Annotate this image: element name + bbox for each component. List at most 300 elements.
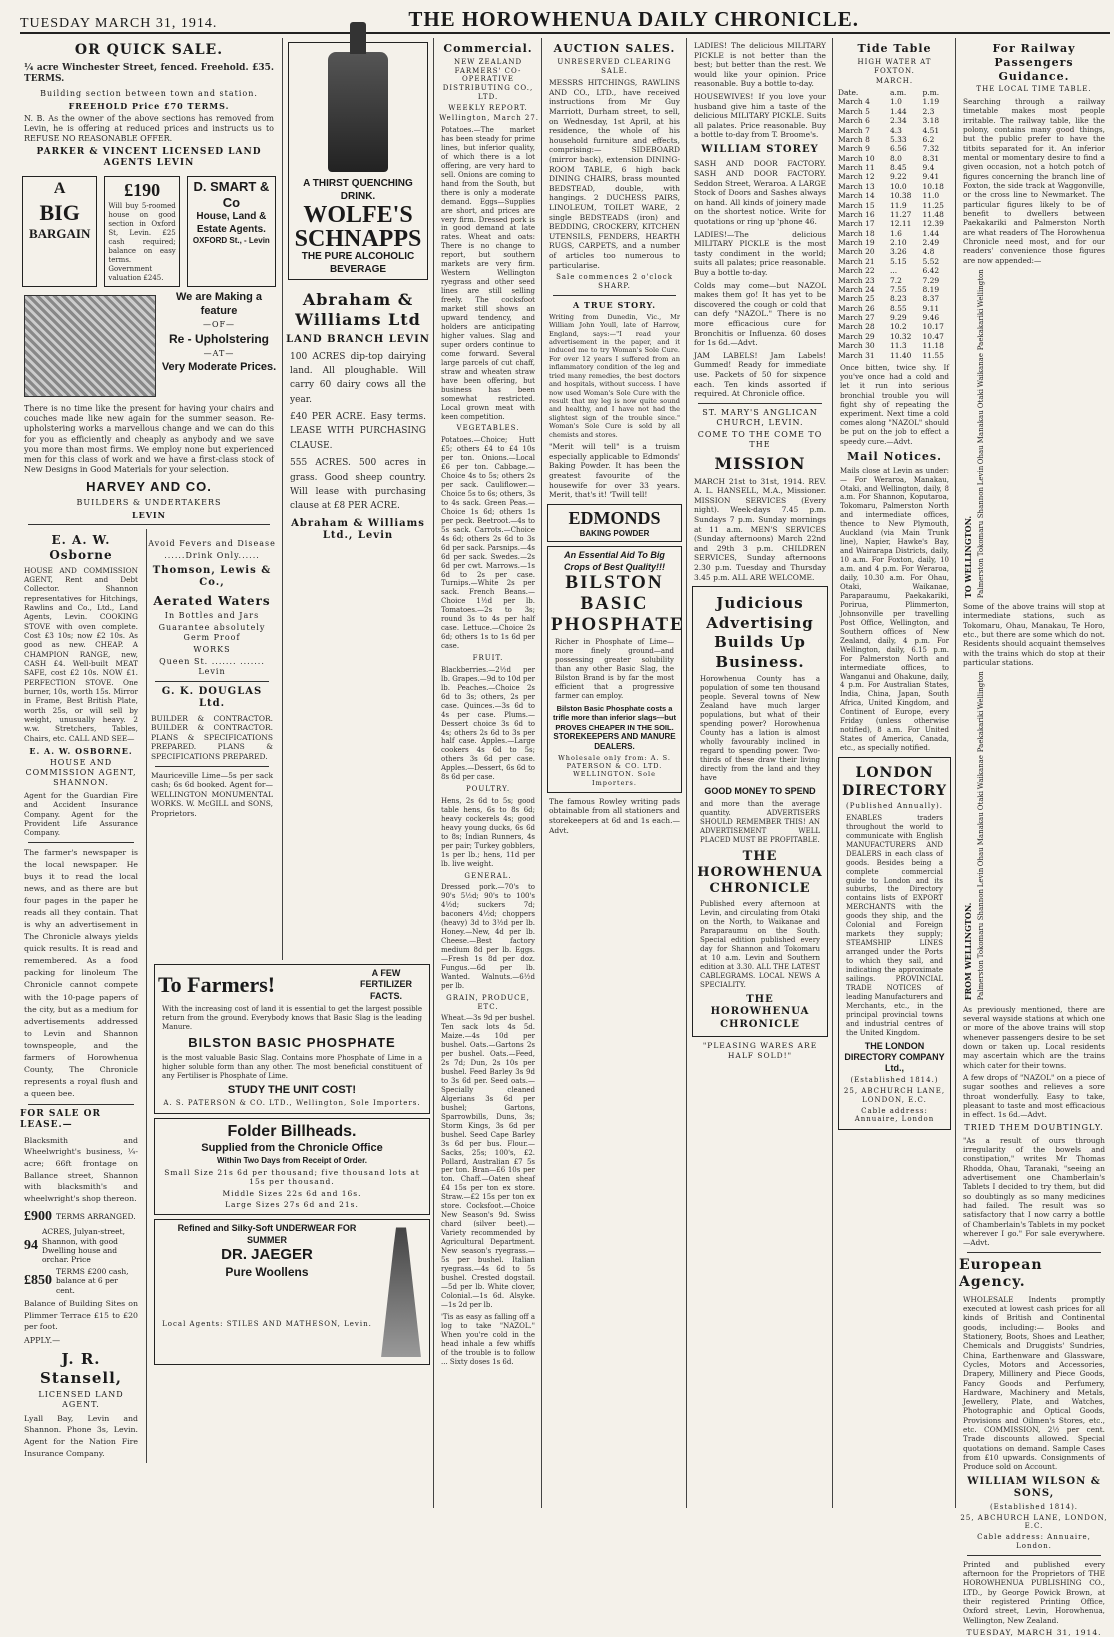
divider [28, 842, 134, 843]
chronicle: THE HOROWHENUA CHRONICLE [697, 848, 823, 897]
tide-cell: 1.0 [889, 97, 902, 107]
sale-time: Sale commences 2 o'clock SHARP. [556, 273, 673, 290]
some-trains: Some of the above trains will stop at intermediate stations, such as Tokomaru, Ohau, Manakau, Te Horo, etc., but there are some which do not. Residents should acquaint themselves with the trains which do stop at their particular stations. [963, 602, 1105, 668]
bilston-heading: BILSTON BASIC PHOSPHATE [188, 1034, 396, 1050]
supplied: Supplied from the Chronicle Office [201, 1142, 383, 1155]
tide-cell: 8.55 [889, 303, 907, 313]
tide-cell: 2.10 [889, 238, 907, 247]
from-wellington-label: FROM WELLINGTON. [963, 903, 973, 1001]
smart-ad [187, 176, 276, 287]
study: STUDY THE UNIT COST! [227, 1083, 357, 1096]
apply: APPLY.— [24, 1336, 61, 1346]
general-heading: GENERAL. [464, 871, 512, 880]
station-name: Palmerston [977, 558, 985, 599]
price-850-txt: TERMS £200 cash, balance at 6 per cent. [56, 1266, 129, 1295]
osborne-sig: E. A. W. OSBORNE. [29, 745, 133, 756]
column-7 [959, 38, 1109, 1637]
tide-row [836, 341, 953, 350]
lady-illustration [376, 1227, 426, 1357]
poultry-body: Hens, 2s 6d to 5s; good table hens, 6s to 8s 6d; heavy cockerels 4s; good heavy young ducks, 6s 6d to 8s; Indian Runners, 4s per pair; Turkey gobblers, 1s per lb.; hens, 11d per lb. live weight. [441, 796, 535, 868]
osborne-name: E. A. W. Osborne [49, 532, 113, 562]
tide-cell: March 21 [838, 256, 875, 266]
price-850: £850 [24, 1273, 52, 1289]
refined: Refined and Silky-Soft UNDERWEAR FOR SUMMER [177, 1223, 357, 1245]
wilson-est: (Established 1814). [989, 1502, 1079, 1511]
london-addr: 25, ABCHURCH LANE, LONDON, E.C. [843, 1087, 946, 1104]
tried-body: "As a result of ours through irregularity of the bowels and constipation," writes Mr Thomas Rhodda, Ohau, Taranaki, "seeing an advertisement one Chamberlain's Tablets I decided to try them, but did so doubtingly as so many medicines had failed. The result was so satisfactory that I now carry a bottle of Chamberlain's Tablets in my pocket wherever I go." For sale everywhere.—Advt. [963, 1135, 1105, 1248]
divider [28, 524, 270, 525]
osborne-agent: Agent for the Guardian Fire and Accident Insurance Company. Agent for the Provident Life Assurance Company. [24, 790, 138, 838]
tide-row [836, 285, 953, 294]
tide-cell: 12.39 [922, 219, 944, 229]
within: Within Two Days from Receipt of Order. [216, 1155, 368, 1165]
assoc: NEW ZEALAND FARMERS' CO-OPERATIVE DISTRIBUTING CO., LTD. [442, 57, 534, 101]
woollens: Pure Woollens [225, 1264, 309, 1279]
drink-only: ......Drink Only...... [164, 550, 260, 560]
imprint: Printed and published every afternoon for the Proprietors of THE HOROWHENUA PUBLISHING CO., LTD., by George Powick Brown, at their registered Printing Office, Oxford street, Levin, Horowhenua, Wellington, New Zealand. [963, 1559, 1105, 1625]
tide-row [836, 238, 953, 247]
tide-cell: 5.33 [889, 134, 907, 144]
tide-row [836, 210, 953, 219]
london-co: THE LONDON DIRECTORY COMPANY Ltd., [844, 1040, 945, 1074]
tide-cell: March 13 [838, 181, 875, 191]
to-wellington-table [963, 269, 1105, 598]
tide-cell: March 30 [838, 341, 875, 351]
tide-title: Tide Table [857, 42, 932, 55]
thomson: Thomson, Lewis & Co., [152, 564, 272, 589]
farmers-body: With the increasing cost of land it is essential to get the largest possible return from the ground. Everybody knows that Basic Slag is the leading Manure. [162, 1004, 422, 1031]
tide-cell: 12.11 [889, 219, 912, 229]
lease-title: FOR SALE OR LEASE.— [20, 1109, 101, 1131]
tide-cell: March 17 [838, 219, 875, 229]
paper-title: THE HOROWHENUA DAILY CHRONICLE. [408, 7, 860, 31]
tide-cell: 9.4 [922, 163, 935, 172]
jaeger: DR. JAEGER [221, 1245, 313, 1263]
thirst: A THIRST QUENCHING DRINK. [303, 178, 413, 202]
tide-cell: 6.56 [889, 144, 907, 154]
tide-row [836, 154, 953, 163]
of-text: —OF— [202, 320, 236, 330]
osborne-sig2: HOUSE AND COMMISSION AGENT, SHANNON. [25, 757, 137, 787]
tide-header-cell: a.m. [889, 88, 907, 97]
tide-cell: March 9 [838, 144, 870, 154]
tide-cell: 10.38 [889, 191, 912, 201]
tide-cell: 5.15 [889, 256, 907, 266]
station-name: Wellington [977, 268, 985, 307]
auction-title: AUCTION SALES. [553, 42, 676, 55]
story-body: Writing from Dunedin, Vic., Mr William John Youll, late of Harrow, England, says:—"I read your advertisement in the paper, and it induced me to try Woman's Sole Cure. For over 12 years I suffered from an inflammatory condition of the leg and tried many remedies, the best doctors and hospitals, without success. I have now used Woman's Sole Cure with the result that my leg is now quite sound and healthy, and I have not had the slightest sign of the trouble since." Woman's Sole Cure is sold by all chemists and stores. [549, 312, 680, 439]
tide-cell: 9.46 [922, 313, 940, 322]
column-5 [690, 38, 830, 1508]
church: ST. MARY'S ANGLICAN CHURCH, LEVIN. [702, 407, 818, 427]
tide-header-row [836, 88, 953, 97]
tide-cell: March 10 [838, 153, 875, 163]
masthead [20, 4, 1110, 34]
tide-cell: 1.44 [922, 228, 940, 238]
fruit-body: Blackberries.—2½d per lb. Grapes.—9d to 10d per lb. Peaches.—Choice 2s 6d to 3s; others, 2s per case. Quinces.—3s 6d to 4s per case. Plums.—Dessert choice 3s 6d to 4s; others 2s 6d to 3s per half case. Apples.—Large cookers 4s 6d to 5s; others 3s 6d per case. Apples.—Dessert, 6s 6d to 8s 6d per case. [441, 665, 535, 782]
tide-cell: 8.19 [922, 284, 940, 294]
lime-body: Mauriceville Lime—5s per sack cash; 6s 6d booked. Agent for— WELLINGTON MONUMENTAL WORKS. W. McGILL and SONS, Proprietors. [151, 770, 273, 819]
wilson-addr: 25, ABCHURCH LANE, LONDON, E.C. [960, 1513, 1108, 1531]
column-rule [686, 38, 687, 1508]
smart-sub: House, Land & Estate Agents. [196, 211, 267, 235]
tide-cell: March 27 [838, 313, 875, 322]
tide-row [836, 276, 953, 285]
london-cable: Cable address: Annuaire, London [854, 1106, 935, 1124]
tide-cell: 11.27 [889, 209, 912, 219]
ladies2: LADIES!—The delicious MILITARY PICKLE is the most tasty condiment in the world; suits all palates; price reasonable. Buy a bottle to-day. [694, 229, 826, 277]
tide-cell: ... [889, 266, 898, 276]
divider [967, 1252, 1101, 1253]
tide-cell: 10.17 [922, 322, 944, 332]
upholstery-body: There is no time like the present for having your chairs and couches made like new again for the summer season. Re-upholstering works a marvellous change and we can do this for you as efficiently and cheaply as anybody and we save you more than most firms. We employ none but experienced men for this class of work and we have a first-class stock of New Designs in Good Materials for your selection. [24, 403, 274, 475]
tide-cell: March 26 [838, 303, 875, 313]
tide-cell: March 18 [838, 228, 875, 238]
tide-cell: 11.18 [922, 341, 944, 351]
tide-cell: March 14 [838, 191, 875, 201]
tide-cell: 9.41 [922, 172, 940, 182]
rail-title: For Railway Passengers Guidance. [992, 42, 1076, 83]
tide-cell: 7.32 [922, 144, 940, 154]
tide-cell: 2.49 [922, 238, 940, 247]
tide-cell: March 7 [838, 125, 870, 135]
tide-row [836, 107, 953, 116]
bargain-a: A [53, 179, 66, 197]
tide-cell: 11.9 [889, 200, 907, 210]
abraham-sig: Abraham & Williams Ltd., Levin [291, 517, 425, 542]
wilson-cable: Cable address: Annuaire, London. [977, 1533, 1091, 1550]
wilson: WILLIAM WILSON & SONS, [967, 1475, 1101, 1500]
london-body: ENABLES traders throughout the world to communicate with English MANUFACTURERS AND DEALERS in each class of goods. Besides being a complete commercial guide to London and its suburbs, the Directory contains lists of EXPORT MERCHANTS with the goods they ship, and the Colonial and Foreign markets they supply; STEAMSHIP LINES arranged under the Ports to which they sail, and indicating the approximate sailings. PROVINCIAL TRADE NOTICES of leading Manufacturers and Merchants, etc., in the principal provincial towns and industrial centres of the United Kingdom. [846, 813, 943, 1037]
tide-cell: 10.32 [889, 331, 912, 341]
tide-cell: March 25 [838, 294, 875, 304]
folder-heading: Folder Billheads. [227, 1123, 357, 1141]
station-name: Levin [977, 868, 985, 888]
tide-cell: 7.55 [889, 284, 907, 294]
queen-st: Queen St. ....... ....... Levin [159, 656, 265, 676]
smart-addr: OXFORD St., - Levin [192, 236, 270, 246]
harvey-sub: BUILDERS & UNDERTAKERS [76, 497, 222, 507]
big-bargain-ad [22, 176, 97, 287]
fruit-heading: FRUIT. [472, 654, 504, 663]
paterson: A. S. PATERSON & CO. LTD., Wellington, Sole Importers. [163, 1099, 421, 1108]
middle-size: Middle Sizes 22s 6d and 16s. [222, 1188, 362, 1198]
tide-cell: 3.26 [889, 247, 907, 257]
station-name: Waikanae [977, 755, 985, 790]
chronicle-body: Published every afternoon at Levin, and circulating from Otaki on the North, to Waikanae and Paraparaumu on the South. Special edition published every day for Shannon and Tokomaru at 10 a.m. Levin and Southern edition at 3.30. ALL THE LATEST CABLEGRAMS. LOCAL NEWS A SPECIALITY. [700, 900, 820, 989]
tide-row [836, 182, 953, 191]
tide-cell: 11.48 [922, 209, 944, 219]
harvey-name: HARVEY AND CO. [86, 479, 212, 495]
tide-cell: 11.0 [922, 191, 940, 201]
works: WORKS [193, 644, 231, 654]
tide-cell: March 29 [838, 331, 875, 341]
tide-cell: March 31 [838, 350, 875, 360]
tide-cell: March 20 [838, 247, 875, 257]
tide-cell: 9.29 [889, 313, 907, 322]
tide-month: MARCH. [875, 77, 914, 86]
per-acre-40: £40 PER ACRE. Easy terms. LEASE WITH PURCHASING CLAUSE. [290, 412, 426, 451]
tide-cell: March 15 [838, 200, 875, 210]
pickle: LADIES! The delicious MILITARY PICKLE is not better than the best; but better than the rest. We would like your opinion. Price reasonable. Buy a bottle to-day. [694, 41, 826, 89]
guarantee: Guarantee absolutely Germ Proof [158, 622, 266, 642]
storekeepers: STOREKEEPERS AND MANURE DEALERS. [553, 732, 676, 752]
tide-sub: HIGH WATER AT FOXTON. [857, 57, 932, 75]
tide-cell: 1.44 [889, 106, 907, 116]
auction-sub: UNRESERVED CLEARING SALE. [557, 57, 672, 75]
stansell-name: J. R. Stansell, [40, 1350, 122, 1388]
tide-cell: 2.34 [889, 116, 907, 126]
tide-cell: 6.2 [922, 134, 935, 144]
column-rule [955, 38, 956, 1508]
tide-row [836, 266, 953, 275]
sale-notice: N. B. As the owner of the above sections has removed from Levin, he is offering at reduced prices and instructs us to REFUSE NO REASONABLE OFFER. [24, 113, 274, 143]
tide-cell: March 8 [838, 134, 870, 144]
small-size: Small Size 21s 6d per thousand; five thousand lots at 15s per thousand. [164, 1167, 420, 1187]
tide-cell: 4.3 [889, 125, 902, 135]
tide-row [836, 191, 953, 200]
column-rule [832, 38, 833, 1508]
judicious: Judicious Advertising Builds Up Business. [706, 594, 814, 671]
station-name: Ohau [977, 444, 985, 464]
tide-cell: 2.3 [922, 106, 935, 116]
tide-row [836, 313, 953, 322]
divider [967, 1555, 1101, 1556]
jam: JAM LABELS! Jam Labels! Gummed! Ready for immediate use. Packets of 50 for sixpence each. Ten kinds assorted if required. At Chronicle office. [694, 350, 826, 399]
tide-row [836, 163, 953, 172]
tide-cell: March 16 [838, 209, 875, 219]
tide-cell: 10.47 [922, 331, 944, 341]
mission-body: MARCH 21st to 31st, 1914. REV. A. L. HANSELL, M.A., Missioner. MISSION SERVICES (Every night). Week-days 7.45 p.m. Sundays 7 p.m. Sunday mornings at 11 a.m. MEN'S SERVICES (Sunday afternoons) March 22nd and 29th 3 p.m. CHILDREN SERVICES, Sunday afternoons 2.30 p.m. Tuesday and Thursday 3.45 p.m. ALL ARE WELCOME. [694, 476, 826, 582]
horowhenua2: THE HOROWHENUA CHRONICLE [710, 993, 810, 1030]
good-money: GOOD MONEY TO SPEND [704, 785, 816, 796]
mission: MISSION [714, 453, 806, 473]
tide-row [836, 247, 953, 256]
tide-cell: 3.18 [922, 116, 940, 126]
housewives: HOUSEWIVES! If you love your husband give him a taste of the delicious MILITARY PICKLE. Suits all palates. Price reasonable. Buy a bottle to-day from T. Broome's. [694, 91, 826, 140]
european: European Agency. [959, 1256, 1043, 1291]
tide-row [836, 322, 953, 331]
veg-body: Potatoes.—Choice; Hutt £5; others £4 to £4 10s per ton. Onions.—Local £6 per ton. Cabbage.—Choice 4s to 5s; others 2s per sack. Cauliflower.—Choice 5s to 6s; others, 3s to 4s sack. Green Peas.—Choice 1s 6d; others 1s per peck. Beetroot.—4s to 5s sack. Carrots.—Choice 4s 6d; others 2s 6d to 3s 6d per sack. Parsnips.—4s 6d per sack. Swedes.—2s 6d per cwt. Marrows.—1s 6d to 2s per case. Turnips.—White 2s per sack. French Beans.—Choice 1½d per lb. Tomatoes.—2s to 3s; round 3s to 4s per half case. Lettuce.—Choice 2s 6d; others 1s to 1s 6d per case. [441, 436, 535, 651]
tide-row [836, 97, 953, 106]
poultry-heading: POULTRY. [465, 785, 511, 794]
wolfe-heading: WOLFE'S SCHNAPPS [294, 202, 422, 252]
tide-row [836, 172, 953, 181]
bilston-heading-2: BILSTON BASIC PHOSPHATE [551, 571, 685, 635]
tide-row [836, 304, 953, 313]
auction-body: MESSRS HITCHINGS, RAWLINS AND CO., LTD., have received instructions from Mr Guy Marriott, Durham street, to sell, on Wednesday, 1st April, at his residence, the whole of his household furniture and effects, comprising:— SIDEBOARD (mirror back), extension DINING-ROOM TABLE, 6 high back DINING CHAIRS, brass mounted BEDSTEAD, double, with hangings. 2 DUCHESS PAIRS, LINOLEUM, TOILET WARE, 2 single BEDSTEADS (iron) and BEDDING, CROCKERY, KITCHEN UTENSILS, FENDERS, HEARTH RUGS, CARPETS, and a number of articles too numerous to particularise. [549, 78, 680, 270]
bilston-body: is the most valuable Basic Slag. Contains more Phosphate of Lime in a higher soluble form than any other. The most beneficial constituent of any Fertiliser is Phosphate of Lime. [162, 1053, 422, 1080]
tide-cell: March 4 [838, 97, 870, 107]
stansell-sub: LICENSED LAND AGENT. [38, 1389, 124, 1409]
from-wellington-table [963, 671, 1105, 1000]
column-4 [545, 38, 684, 1508]
bargain-word: BARGAIN [28, 226, 91, 242]
station-name: Otaki [977, 791, 985, 811]
station-name: Palmerston [977, 960, 985, 1001]
general-body: Dressed pork.—70's to 90's 5½d; 90's to 100's 4½d; suckers 7d; baconers 4½d; choppers (heavy) 3d to 3½d per lb. Honey.—New, 4d per lb. Cheese.—Best factory medium 8d per lb. Eggs.—Fresh 1s 8d per doz. Fungus.—6d per lb. Wanted. Walnuts.—6½d per lb. [441, 883, 535, 990]
bottle-illustration [328, 52, 388, 172]
merit: "Merit will tell" is a truism especially applicable to Edmonds' Baking Powder. It has been the greatest favourite of the housewife for over 33 years. Merit, that's it! 'Twill tell! [549, 442, 680, 500]
price-900: £900 [24, 1208, 52, 1224]
column-2 [286, 38, 430, 958]
station-name: Shannon [977, 889, 985, 922]
tide-header-cell: p.m. [922, 88, 940, 97]
station-name: Tokomaru [977, 520, 985, 557]
tide-row [836, 351, 953, 360]
acres-94: 94 [24, 1238, 38, 1254]
tide-row [836, 219, 953, 228]
veg-heading: VEGETABLES. [456, 424, 520, 433]
true-story: A TRUE STORY. [572, 299, 657, 310]
tide-cell: 7.29 [922, 275, 940, 285]
tide-row [836, 144, 953, 153]
wholesale: Wholesale only from: A. S. PATERSON & CO. LTD. WELLINGTON. Sole Importers. [558, 754, 671, 787]
to-wellington-label: TO WELLINGTON. [963, 515, 973, 599]
tide-cell: March 28 [838, 322, 875, 332]
tide-cell: 11.25 [922, 200, 944, 210]
report: Potatoes.—The market has been steady for prime lines, but inferior quality, of which there is a lot offering, are very hard to sell. Onions are coming to hand from the South, but there is only a moderate demand. Eggs—Supplies are short, and prices are very firm. Dressed pork is in good demand at late rates. Wheat and oats: There is no change to report, but southern markets are very firm. Western Wellington ryegrass and other seed lines are still selling freely. The cocksfoot market still shows an upward tendency, and holders are anticipating higher values. Slag and super orders continue to come forward. Several large parcels of cut chaff, straw and wheaten straw have been offering, but business has been somewhat restricted. Local grown meat with keen competition. [441, 126, 535, 421]
nazol: Colds may come—but NAZOL makes them go! It has yet to be discovered the cough or cold that can defy "NAZOL." There is no more efficacious cure for Bronchitis or Influenza. 60 doses for 1s 6d.—Advt. [694, 280, 826, 348]
tide-cell: March 11 [838, 163, 875, 172]
station-name: Otaki [977, 388, 985, 408]
tide-cell: 8.23 [889, 294, 907, 304]
tide-cell: March 6 [838, 116, 870, 126]
tide-cell: March 12 [838, 172, 875, 182]
tide-cell: 9.22 [889, 172, 907, 182]
station-name: Tokomaru [977, 923, 985, 959]
farmers-heading: To Farmers! [158, 972, 276, 998]
smart-name: D. SMART & Co [193, 178, 270, 210]
cure: Once bitten, twice shy. If you've once had a cold and let it run into serious bronchial trouble you will fight shy of repeating the experiment. Next time a cold comes along "NAZOL" should be put on the job to effect a speedy cure.—Advt. [840, 362, 949, 446]
station-name: Wellington [977, 671, 985, 710]
london-sub: (Published Annually). [846, 802, 943, 811]
farmer-paper: The farmer's newspaper is the local newspaper. He buys it to read the local news, and as there are but four pages in the paper he reads all they contain. That is why an advertisement in The Chronicle always yields quick results. It is read and remembered. As a food packing for linoleum The Chronicle cannot compete with the 10-page papers of the city, but as a medium for advertisements addressed to Levin and Shannon townspeople, and the farmers of Horowhenua County, The Chronicle represents a royal flush and a queen bee. [24, 847, 138, 1099]
grain-body: Wheat.—3s 9d per bushel. Ten sack lots 4s 5d. Maize.—4s 10d per bushel. Oats.—Gartons 2s per bushel. Oats.—Feed, 2s 7d; Dun, 2s 10s per bushel. Feed Barley 3s 9d to 3s 6d per. Seed oats.—Specially cleaned Algerians 3s 6d per bushel; Gartons, Sparrowbills, Duns, 3s; Storm Kings, 3s 6d per bushel. Seed Cape Barley 3s 6d per bus. Flour.—Sacks, 25s; 100's, £2. Pollard, Australian £7 5s per ton. Bran—£6 10s per ton. Chaff.—Oaten sheaf £4 15s per ton ex store. Straw.—£2 15s per ton ex store. Cocksfoot.—Choice New Season's 9d. Swiss chard (silver beet).—Variety recommended by Agricultural Department. New season's ryegrass.—5s per bushel. Italian ryegrass.—4s 6d to 5s bushel. Crested dogstail.—5d per lb. White clover, Colonial.—1s 6d. Alsyke.—1s 2d per lb. [441, 1014, 535, 1309]
column-3 [437, 38, 539, 1508]
tide-cell: March 23 [838, 275, 875, 285]
acres-94-txt: ACRES, Julyan-street, Shannon, with good Dwelling house and orchar. Price [42, 1227, 125, 1265]
tide-cell: 10.18 [922, 181, 944, 191]
house-190-ad [104, 176, 179, 287]
tide-cell: 6.42 [922, 266, 940, 276]
land-agents: PARKER & VINCENT LICENSED LAND AGENTS LEVIN [36, 147, 262, 169]
bottles: In Bottles and Jars [164, 610, 260, 620]
tide-row [836, 294, 953, 303]
fevers: Avoid Fevers and Disease [148, 538, 276, 548]
jaeger-ad [154, 1219, 430, 1365]
reupholster: Re - Upholstering [168, 332, 269, 347]
commercial-title: Commercial. [443, 42, 533, 55]
tide-cell: 10.0 [889, 181, 907, 191]
station-name: Manakau [977, 812, 985, 846]
sale-line-2: Building section between town and station. [40, 88, 258, 98]
tide-row [836, 229, 953, 238]
tide-cell: 9.11 [922, 303, 940, 313]
tide-cell: 1.19 [922, 97, 940, 107]
harvey-loc: LEVIN [132, 509, 166, 520]
farmers-ad [154, 964, 430, 1114]
tide-cell: March 22 [838, 266, 875, 276]
tide-cell: 1.6 [889, 228, 902, 238]
station-name: Levin [977, 465, 985, 486]
tide-cell: 11.55 [922, 350, 944, 360]
jaeger-agents: Local Agents: STILES AND MATHESON, Levin. [162, 1319, 372, 1328]
dateline: Wellington, March 27. [439, 114, 539, 123]
tide-cell: 8.37 [922, 294, 940, 304]
storey: WILLIAM STOREY [701, 143, 819, 155]
nazol-note-7: A few drops of "NAZOL" on a piece of sugar soothes and relieves a sore throat wonderfully. Easy to take, pleasant to taste and most efficacious in effect. 1s 6d.—Advt. [963, 1072, 1105, 1120]
footer-note: The famous Rowley writing pads obtainable from all stationers and storekeepers at 6d and 1s each.—Advt. [549, 796, 680, 835]
imprint-date: TUESDAY, MARCH 31, 1914. [966, 1627, 1102, 1637]
few-fert: A FEW FERTILIZER FACTS. [360, 968, 412, 1001]
douglas-body: BUILDER & CONTRACTOR. BUILDER & CONTRACTOR. PLANS & SPECIFICATIONS PREPARED. PLANS & SPECIFICATIONS PREPARED. [151, 713, 273, 762]
tide-cell: 4.51 [922, 125, 940, 135]
bilston-body-2: Richer in Phosphate of Lime—more finely ground—and possessing greater solubility than any other Basic Slag, the Bilston Brand is by far the most efficient that a progressive farmer can employ. [555, 638, 674, 701]
london-ad [838, 757, 951, 1130]
acres-555: 555 ACRES. 500 acres in grass. Good sheep country. Will lease with purchasing clause at £8 PER ACRE. [290, 458, 426, 512]
douglas: G. K. DOUGLAS Ltd. [161, 685, 263, 710]
weekly: WEEKLY REPORT. [448, 103, 528, 112]
station-name: Shannon [977, 487, 985, 519]
divider [28, 1104, 134, 1105]
sale-line-1: ¼ acre Winchester Street, fenced. Freehold. £35. TERMS. [24, 62, 274, 85]
wolfe-ad [288, 42, 428, 280]
tide-header-cell: Date. [838, 88, 859, 97]
grain-heading: GRAIN, PRODUCE, ETC. [446, 993, 530, 1011]
mail-body: Mails close at Levin as under:— For Weraroa, Manakau, Otaki, and Wellington, daily, 8 a.m. For Shannon, Koputaroa, Tokomaru, Palmerston North and intermediate offices, thence to New Plymouth, Auckland (via Main Trunk line), Napier, Hawke's Bay, and Wairarapa Districts, daily, 10 a.m. For Foxton, daily, 10 a.m. and 4 p.m. For Weraroa, daily, 10.30 a.m. For Ohau, Otaki, Waikanae, Paraparaumu, Paekakariki, Porirua, Plimmerton, Johnsonville per travelling Post Office, Wellington, and Southern offices of New Zealand, daily, 4 p.m. For Wellington, daily, 6.15 p.m. For Palmerston North and intermediate offices, to Wanganui and Ohakune, daily, 4 p.m. For Australian States, India, China, Japan, South Africa, United Kingdom, and Continent of Europe, every Friday (unless otherwise notified), 8 a.m. For United States of America, Canada, etc., as specially notified. [840, 466, 949, 753]
tide-cell: March 24 [838, 284, 875, 294]
storey-body: SASH AND DOOR FACTORY. SASH AND DOOR FACTORY. Seddon Street, Weraroa. A LARGE Stock of Doors and Sashes always on hand. All kinds of joinery made on the shortest notice. Write for quotations or ring up 'phone 46. [694, 159, 826, 226]
mail-title: Mail Notices. [847, 449, 942, 463]
station-name: Ohau [977, 847, 985, 867]
moderate-prices: Very Moderate Prices. [161, 361, 277, 374]
tide-cell: 11.40 [889, 350, 912, 360]
baking: BAKING POWDER [579, 529, 650, 539]
edmonds: EDMONDS [568, 507, 661, 528]
tide-row [836, 257, 953, 266]
tide-cell: 7.2 [889, 275, 902, 285]
essential: An Essential Aid To Big Crops of Best Quality!!! [563, 550, 665, 572]
tide-cell: 8.0 [889, 153, 902, 163]
rail-note: As previously mentioned, there are several wayside stations at which one or more of the above trains will stop whenever passengers desire to be set down or taken up. Local residents may ascertain which are the trains which cater for their towns. [963, 1004, 1105, 1070]
rail-body: Searching through a railway timetable makes most people irritable. The railway table, like the polony, contains many good things, but the public prefer to have the titbits separated for it. An inferior mental or momentary desire to find a given occasion, not a hotch potch of figures concerning the branch line of Foxton, the side track at Waggonville, or the cross line to Newmarket. The particular figures likely to be of benefit to dwellers between Paekakariki and Palmerston North are what readers of The Horowhenua Chronicle need most, and for our readers' convenience those figures are now appended:— [963, 97, 1105, 265]
rail-sub: THE LOCAL TIME TABLE. [976, 85, 1092, 94]
column-rule [541, 38, 542, 1508]
stations-from [977, 671, 986, 1000]
divider [155, 766, 269, 767]
tide-row [836, 135, 953, 144]
land-branch: LAND BRANCH LEVIN [286, 334, 430, 345]
at-text: —AT— [203, 349, 235, 359]
bilston-ad [547, 546, 685, 792]
lease-body: Blacksmith and Wheelwright's business, ¼-acre; 66ft frontage on Ballance street, Shannon with blacksmith's and wheelwright's shop thereon. [24, 1135, 138, 1204]
tried: TRIED THEM DOUBTINGLY. [964, 1122, 1104, 1132]
fertiliser-block [152, 960, 432, 1508]
good-body: and more than the average quantity. ADVERTISERS SHOULD REMEMBER THIS! AN ADVERTISEMENT WELL PLACED MUST BE PROFITABLE. [700, 799, 820, 844]
feature-line: We are Making a feature [176, 290, 262, 317]
london: LONDON DIRECTORY [842, 765, 947, 799]
pleasing: "PLEASING WARES ARE HALF SOLD!" [702, 1041, 818, 1060]
aerated: Aerated Waters [153, 593, 271, 608]
alcoholic: THE PURE ALCOHOLIC BEVERAGE [301, 251, 415, 275]
sale-line-3: FREEHOLD Price £70 TERMS. [68, 100, 230, 111]
tide-row [836, 116, 953, 125]
tide-table [836, 88, 953, 360]
edmonds-ad [547, 504, 682, 543]
divider [698, 403, 822, 404]
upholstery-illustration [24, 295, 156, 397]
